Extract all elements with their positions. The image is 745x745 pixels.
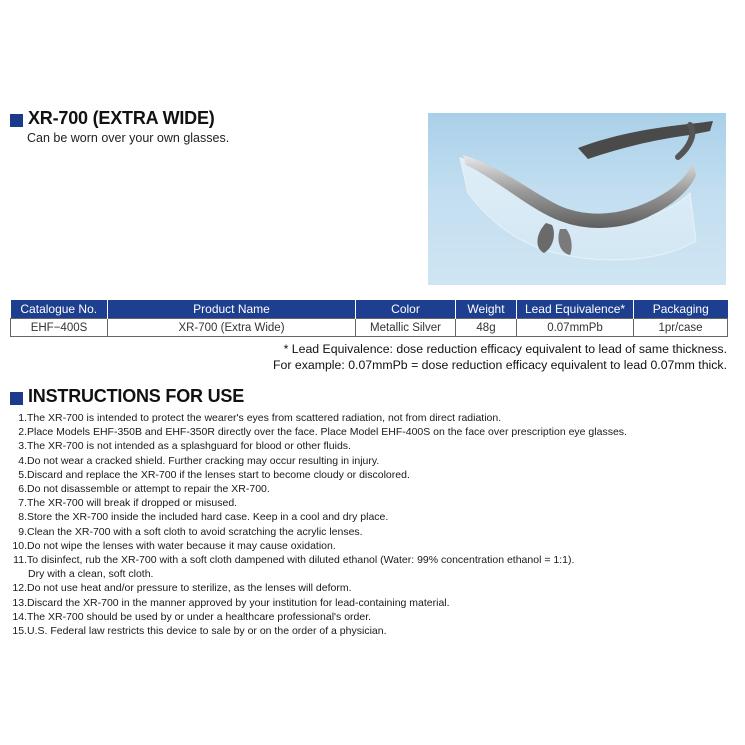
- product-title: XR-700 (EXTRA WIDE): [28, 108, 215, 128]
- section-marker-icon: [10, 114, 23, 127]
- table-cell: XR-700 (Extra Wide): [108, 319, 356, 337]
- list-item-text: The XR-700 will break if dropped or misused.: [27, 497, 238, 510]
- list-item-text: Do not wipe the lenses with water because it may cause oxidation.: [27, 539, 336, 552]
- table-header-row: [11, 300, 728, 319]
- list-item-text: Discard and replace the XR-700 if the lenses start to become cloudy or discolored.: [27, 468, 410, 481]
- column-header: Color: [356, 300, 456, 319]
- list-item-text: Dry with a clean, soft cloth.: [28, 568, 154, 581]
- list-item: [8, 624, 627, 638]
- column-header: Catalogue No.: [11, 300, 108, 319]
- list-item: [8, 496, 627, 510]
- list-item-number: 9.: [18, 525, 27, 538]
- list-item-number: 7.: [18, 497, 27, 510]
- list-item: [8, 581, 627, 595]
- list-item: [8, 553, 627, 567]
- column-header: Lead Equivalence*: [517, 300, 634, 319]
- section-marker-icon: [10, 392, 23, 405]
- list-item: [8, 596, 627, 610]
- list-item-number: 12.: [12, 582, 27, 595]
- list-item-text: Place Models EHF-350B and EHF-350R directly over the face. Place Model EHF-400S on the face over prescription eye glasses.: [27, 426, 627, 439]
- list-item: [8, 539, 627, 553]
- list-item-continuation: [8, 567, 627, 581]
- table-row: [11, 319, 728, 337]
- list-item: [8, 454, 627, 468]
- list-item: [8, 411, 627, 425]
- table-cell: EHF−400S: [11, 319, 108, 337]
- column-header: Product Name: [108, 300, 356, 319]
- list-item-text: Store the XR-700 inside the included hard case. Keep in a cool and dry place.: [27, 511, 389, 524]
- column-header: Weight: [456, 300, 517, 319]
- list-item-number: 14.: [12, 610, 27, 623]
- list-item-text: Discard the XR-700 in the manner approved by your institution for lead-containing material.: [27, 596, 450, 609]
- list-item-text: To disinfect, rub the XR-700 with a soft cloth dampened with diluted ethanol (Water: 99% concentration ethanol = 1:1).: [27, 554, 575, 567]
- list-item: [8, 482, 627, 496]
- list-item-number: 13.: [12, 596, 27, 609]
- list-item-number: 11.: [13, 554, 27, 567]
- list-item: [8, 468, 627, 482]
- safety-glasses-icon: [428, 113, 726, 285]
- lead-equivalence-example: For example: 0.07mmPb = dose reduction efficacy equivalent to lead 0.07mm thick.: [273, 358, 727, 372]
- list-item-number: 1.: [18, 412, 27, 424]
- product-photo: [428, 113, 726, 285]
- instructions-list: [8, 411, 627, 638]
- list-item-text: The XR-700 should be used by or under a healthcare professional's order.: [27, 610, 372, 623]
- column-header: Packaging: [634, 300, 728, 319]
- list-item-number: 6.: [18, 483, 27, 496]
- spec-table: [10, 300, 728, 337]
- list-item: [8, 510, 627, 524]
- product-subtitle: Can be worn over your own glasses.: [27, 131, 230, 145]
- list-item-text: The XR-700 is intended to protect the wearer's eyes from scattered radiation, not from direct radiation.: [27, 412, 502, 424]
- list-item-number: 4.: [18, 454, 27, 467]
- list-item-text: U.S. Federal law restricts this device to sale by or on the order of a physician.: [27, 625, 387, 638]
- list-item-number: 5.: [18, 468, 27, 481]
- list-item: [8, 425, 627, 439]
- table-cell: Metallic Silver: [356, 319, 456, 337]
- list-item-text: Clean the XR-700 with a soft cloth to avoid scratching the acrylic lenses.: [27, 525, 363, 538]
- list-item-number: 10.: [12, 539, 27, 552]
- list-item: [8, 610, 627, 624]
- list-item: [8, 439, 627, 453]
- list-item-text: The XR-700 is not intended as a splashguard for blood or other fluids.: [27, 440, 351, 453]
- list-item-number: 3.: [18, 440, 27, 453]
- list-item-number: 15.: [12, 625, 27, 638]
- table-cell: 48g: [456, 319, 517, 337]
- instructions-title: INSTRUCTIONS FOR USE: [28, 386, 245, 406]
- list-item-text: Do not wear a cracked shield. Further cracking may occur resulting in injury.: [27, 454, 380, 467]
- table-cell: 1pr/case: [634, 319, 728, 337]
- list-item-text: Do not disassemble or attempt to repair the XR-700.: [27, 483, 270, 496]
- list-item-number: 8.: [18, 511, 27, 524]
- table-cell: 0.07mmPb: [517, 319, 634, 337]
- lead-equivalence-note: * Lead Equivalence: dose reduction efficacy equivalent to lead of same thickness.: [283, 342, 727, 356]
- list-item-text: Do not use heat and/or pressure to sterilize, as the lenses will deform.: [27, 582, 352, 595]
- list-item-number: 2.: [18, 426, 27, 439]
- list-item: [8, 525, 627, 539]
